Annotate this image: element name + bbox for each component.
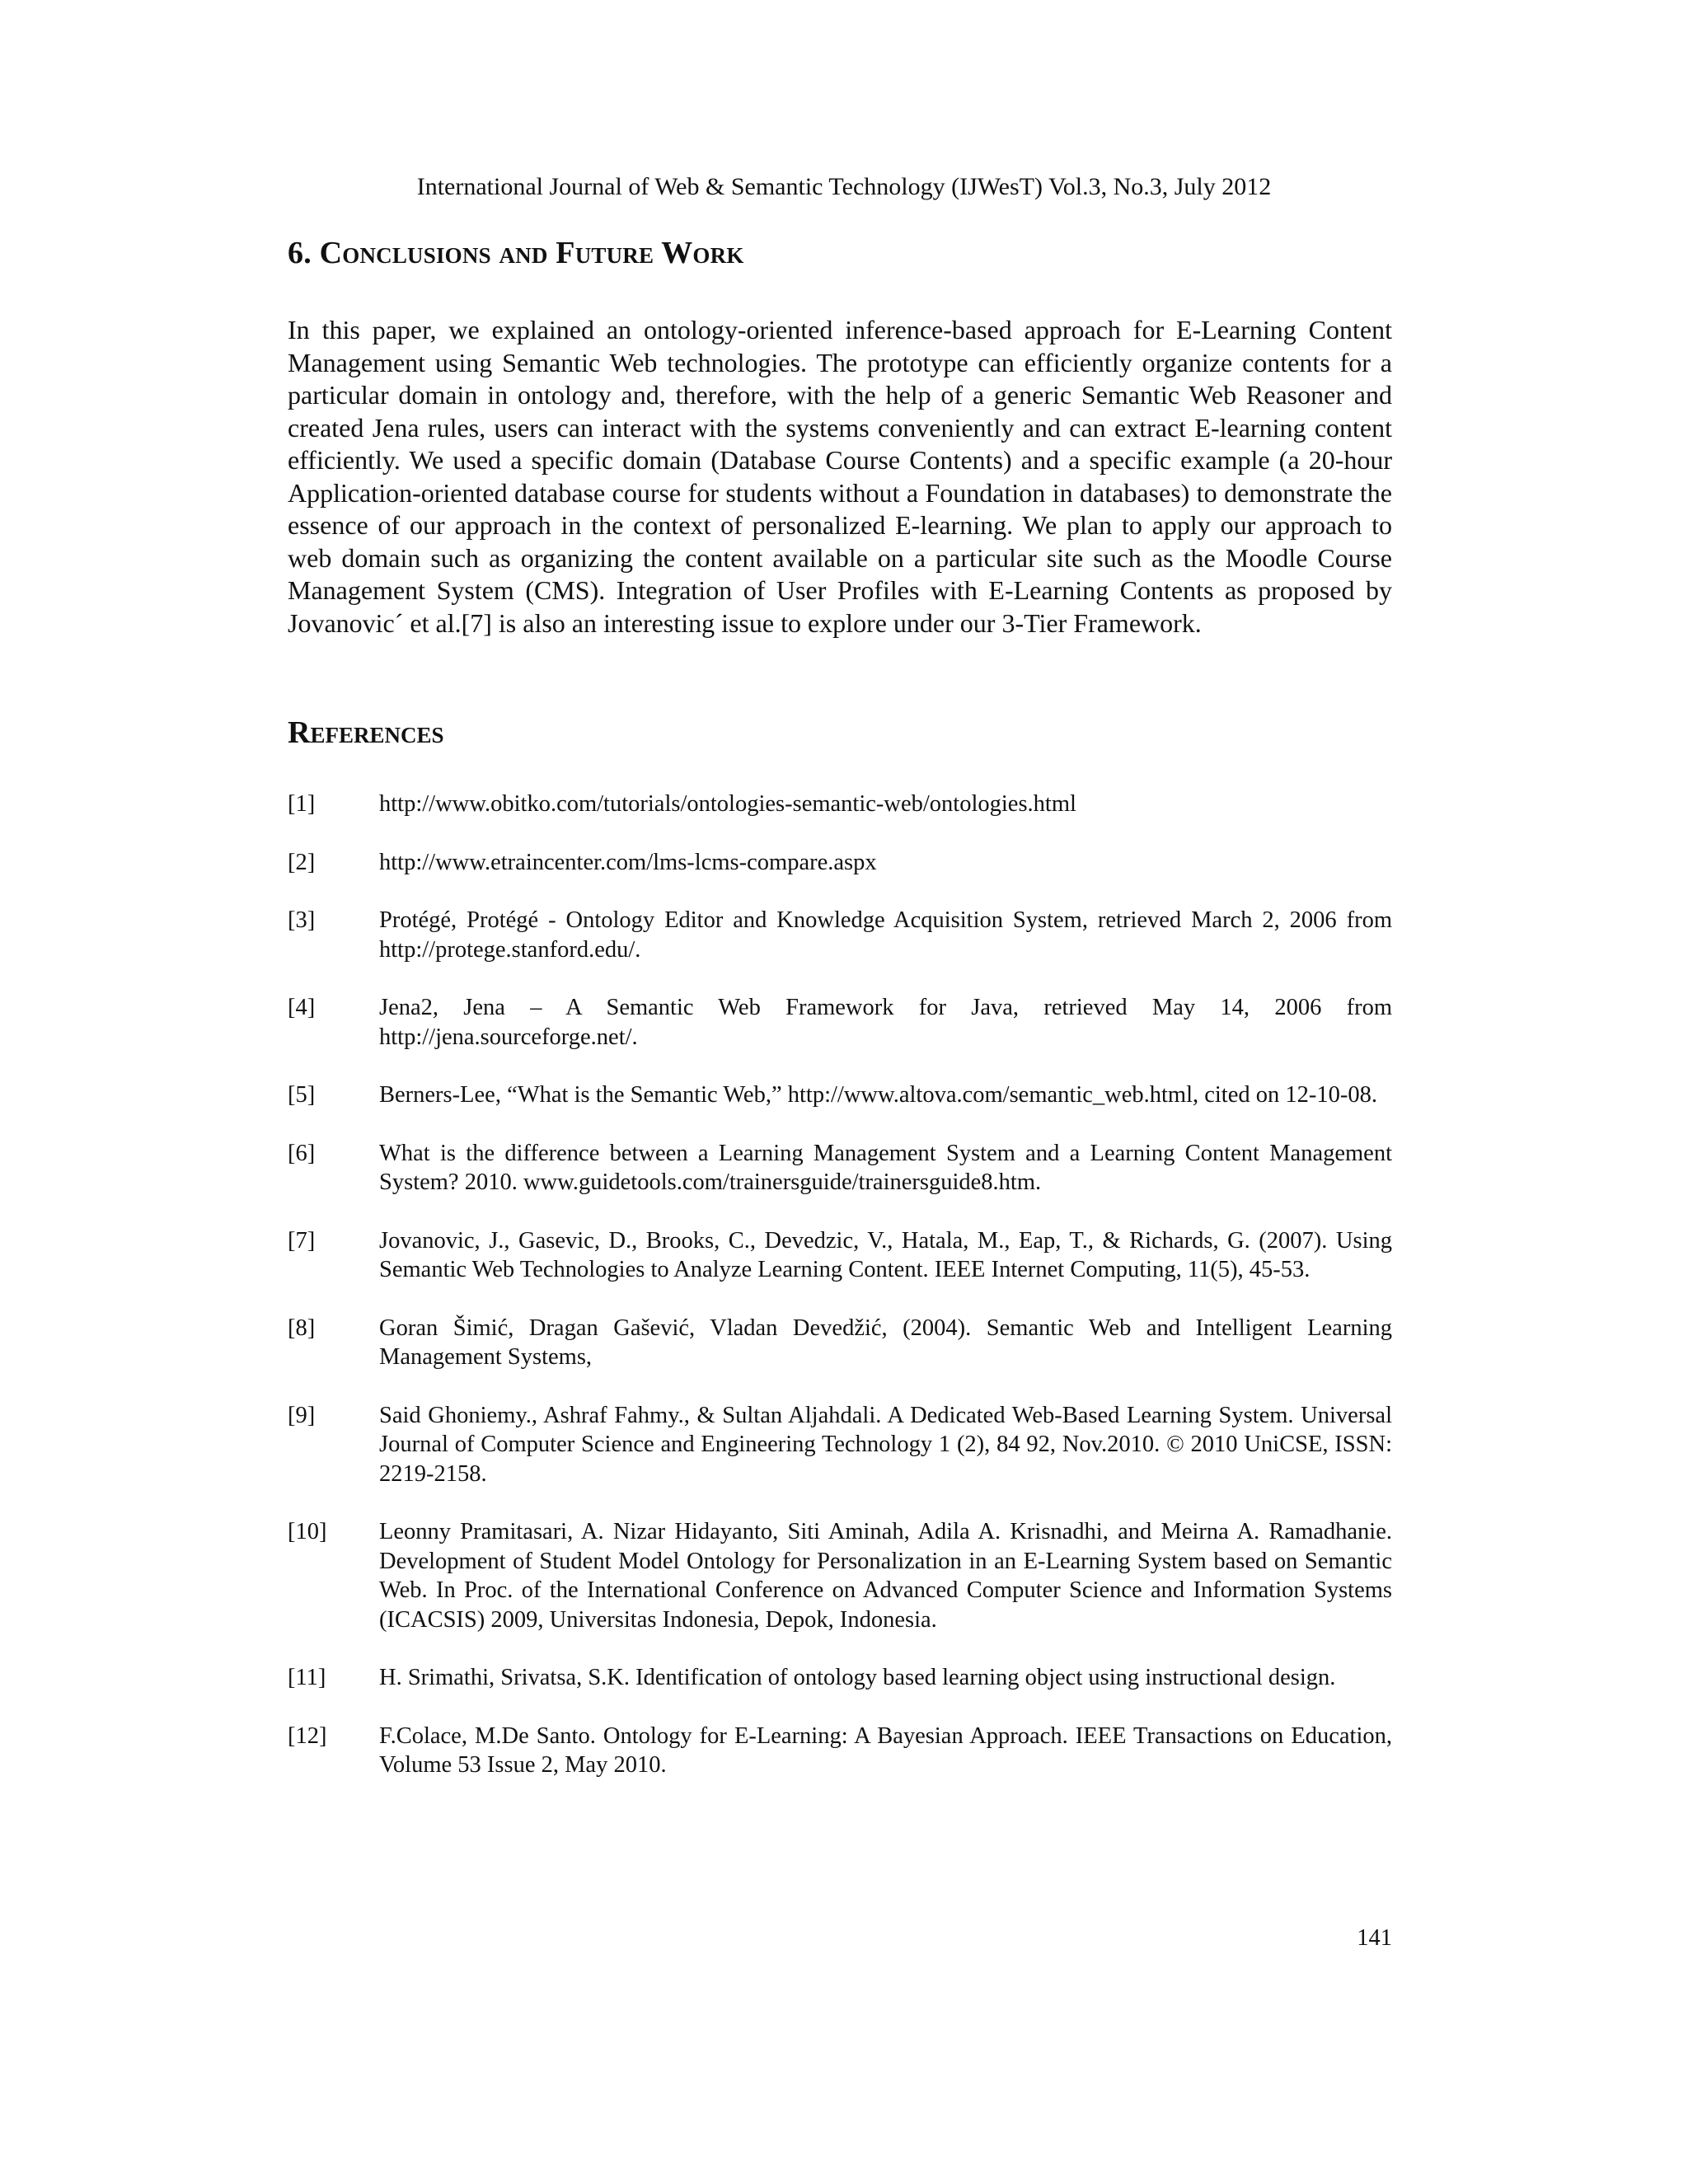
reference-list: [288, 790, 1392, 1809]
reference-item: [288, 1080, 1392, 1110]
reference-item: [288, 1314, 1392, 1372]
conclusions-paragraph: In this paper, we explained an ontology-oriented inference-based approach for E-Learning Content Management using Semantic Web technologies. The prototype can efficiently organize contents for a particular domain in ontology and, therefore, with the help of a generic Semantic Web Reasoner and created Jena rules, users can interact with the systems conveniently and can extract E-learning content efficiently. We used a specific domain (Database Course Contents) and a specific example (a 20-hour Application-oriented database course for students without a Foundation in databases) to demonstrate the essence of our approach in the context of personalized E-learning. We plan to apply our approach to web domain such as organizing the content available on a particular site such as the Moodle Course Management System (CMS). Integration of User Profiles with E-Learning Contents as proposed by Jovanovic´ et al.[7] is also an interesting issue to explore under our 3-Tier Framework.: [288, 315, 1392, 638]
reference-text: F.Colace, M.De Santo. Ontology for E-Learning: A Bayesian Approach. IEEE Transactions on Education, Volume 53 Issue 2, May 2010.: [379, 1722, 1392, 1778]
running-header: International Journal of Web & Semantic Technology (IJWesT) Vol.3, No.3, July 2012: [416, 173, 1272, 200]
reference-number: [10]: [288, 1519, 327, 1544]
reference-text: http://www.obitko.com/tutorials/ontologies-semantic-web/ontologies.html: [379, 791, 1076, 817]
reference-number: [4]: [288, 995, 316, 1020]
reference-item: [288, 848, 1392, 878]
reference-number: [2]: [288, 849, 316, 875]
reference-item: [288, 1663, 1392, 1693]
reference-text: H. Srimathi, Srivatsa, S.K. Identification of ontology based learning object using instructional design.: [379, 1665, 1336, 1690]
reference-item: [288, 1401, 1392, 1489]
reference-number: [8]: [288, 1315, 316, 1341]
section-heading-conclusions: 6. Conclusions and Future Work: [288, 236, 744, 270]
reference-number: [6]: [288, 1140, 316, 1166]
reference-text: Goran Šimić, Dragan Gašević, Vladan Devedžić, (2004). Semantic Web and Intelligent Learning Management Systems,: [379, 1315, 1392, 1370]
reference-number: [9]: [288, 1402, 316, 1428]
reference-number: [12]: [288, 1722, 327, 1749]
reference-text: Said Ghoniemy., Ashraf Fahmy., & Sultan Aljahdali. A Dedicated Web-Based Learning System. Universal Journal of Computer Science and Engineering Technology 1 (2), 84 92, Nov.2010. © 2010 UniCSE, ISSN: 2219-2158.: [379, 1402, 1392, 1487]
reference-text: Protégé, Protégé - Ontology Editor and Knowledge Acquisition System, retrieved March 2, 2006 from http://protege.stanford.edu/.: [379, 907, 1392, 963]
reference-text: What is the difference between a Learning Management System and a Learning Content Management System? 2010. www.guidetools.com/trainersguide/trainersguide8.htm.: [379, 1140, 1392, 1195]
reference-text: Jena2, Jena – A Semantic Web Framework for Java, retrieved May 14, 2006 from http://jena.sourceforge.net/.: [379, 995, 1392, 1050]
reference-item: [288, 993, 1392, 1052]
reference-item: [288, 1722, 1392, 1780]
reference-item: [288, 906, 1392, 964]
reference-number: [11]: [288, 1665, 326, 1690]
reference-item: [288, 1139, 1392, 1197]
reference-item: [288, 1226, 1392, 1285]
reference-number: [7]: [288, 1227, 316, 1254]
reference-item: [288, 1517, 1392, 1634]
reference-item: [288, 790, 1392, 819]
reference-text: Leonny Pramitasari, A. Nizar Hidayanto, Siti Aminah, Adila A. Krisnadhi, and Meirna A. Ramadhanie. Development of Student Model Ontology for Personalization in an E-Learning System based on Semantic Web. In Proc. of the International Conference on Advanced Computer Science and Information Systems (ICACSIS) 2009, Universitas Indonesia, Depok, Indonesia.: [379, 1519, 1392, 1633]
references-heading: References: [288, 715, 444, 750]
reference-number: [1]: [288, 791, 316, 817]
reference-number: [5]: [288, 1082, 316, 1108]
reference-number: [3]: [288, 907, 316, 933]
reference-text: http://www.etraincenter.com/lms-lcms-compare.aspx: [379, 849, 877, 875]
page-number: 141: [1357, 1925, 1392, 1951]
reference-text: Berners-Lee, “What is the Semantic Web,” http://www.altova.com/semantic_web.html, cited on 12-10-08.: [379, 1082, 1377, 1108]
reference-text: Jovanovic, J., Gasevic, D., Brooks, C., Devedzic, V., Hatala, M., Eap, T., & Richards, G. (2007). Using Semantic Web Technologies to Analyze Learning Content. IEEE Internet Computing, 11(5), 45-53.: [379, 1227, 1392, 1282]
